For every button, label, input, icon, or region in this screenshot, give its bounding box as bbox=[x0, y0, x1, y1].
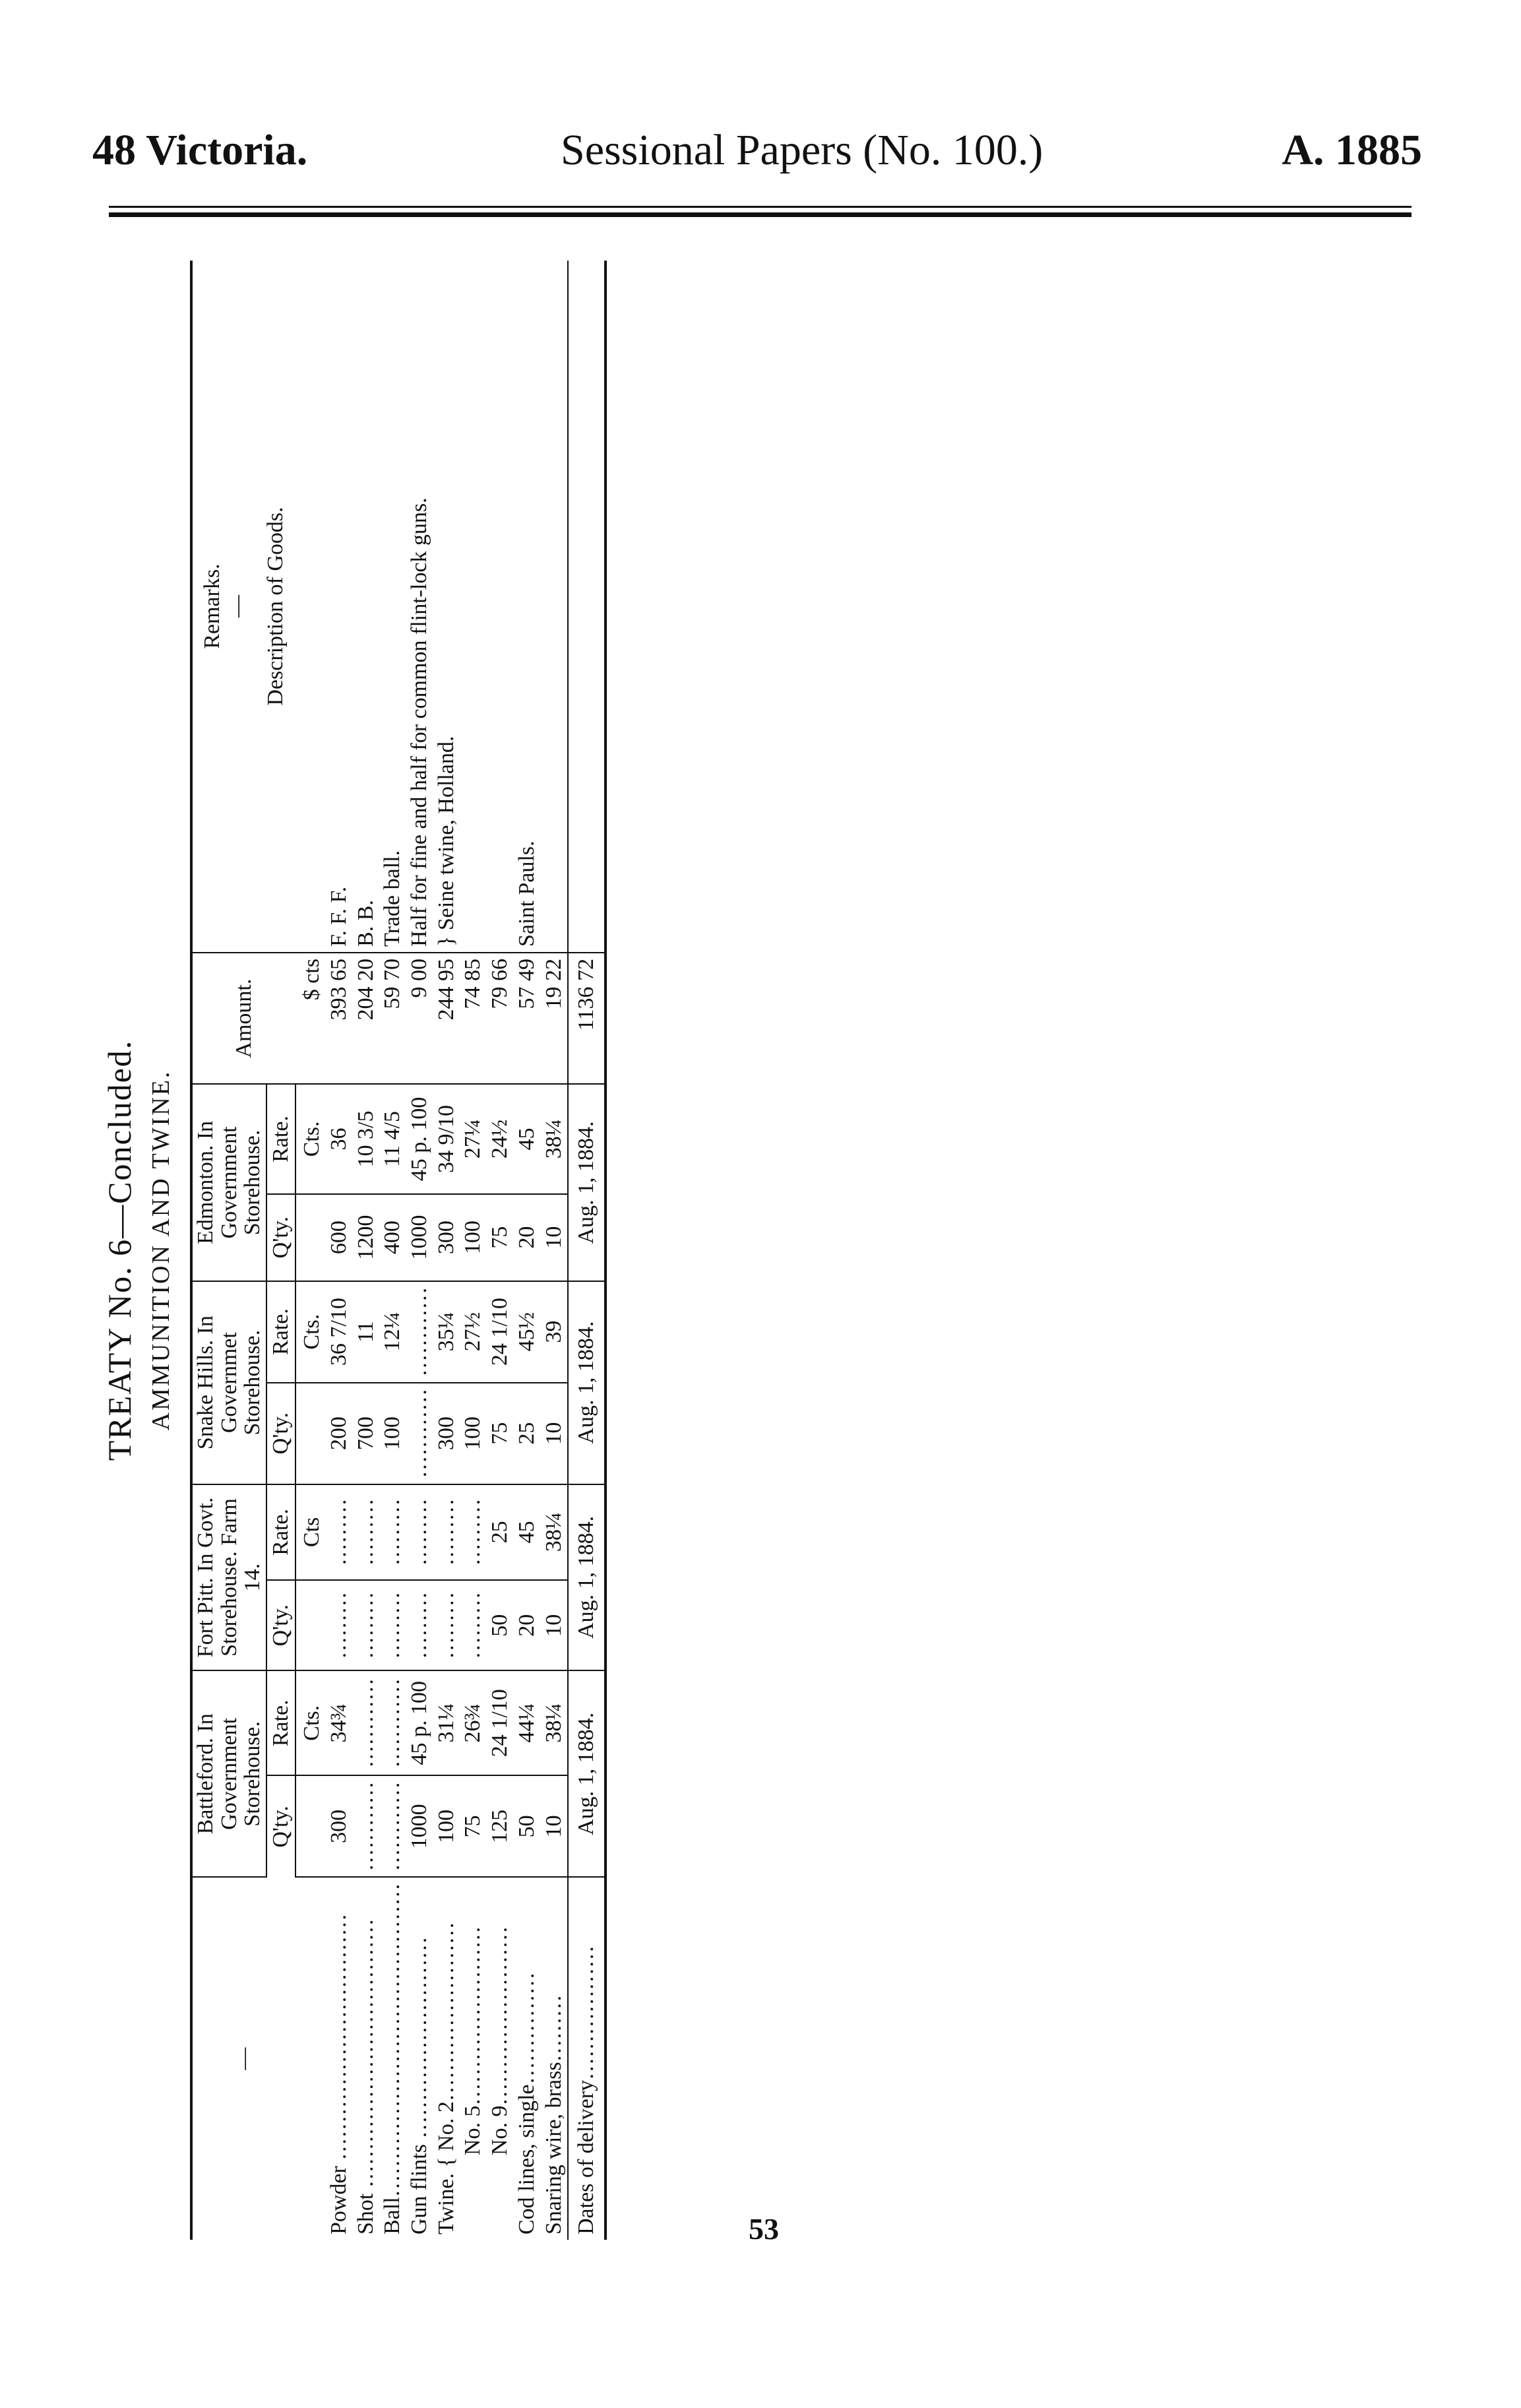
row-remark: B. B. bbox=[353, 261, 380, 953]
edmonton-rate: 45 p. 100 bbox=[406, 1084, 433, 1193]
fort-pitt-rate: 38¼ bbox=[541, 1484, 569, 1581]
snake-hills-qty: 700 bbox=[353, 1383, 380, 1484]
fort-pitt-qty: ……… bbox=[326, 1580, 353, 1670]
row-remark: } Seine twine, Holland. bbox=[433, 261, 460, 953]
edmonton-rate: 38¼ bbox=[541, 1084, 569, 1193]
battleford-qty: 75 bbox=[460, 1775, 487, 1877]
edmonton-rate: 10 3/5 bbox=[353, 1084, 380, 1193]
battleford-rate-header: Rate. bbox=[266, 1670, 295, 1775]
battleford-qty: 100 bbox=[433, 1775, 460, 1877]
fort-pitt-qty-header: Q'ty. bbox=[266, 1580, 295, 1670]
edmonton-qty: 1200 bbox=[353, 1194, 380, 1281]
snake-hills-rate: 39 bbox=[541, 1281, 569, 1383]
battleford-qty: ………… bbox=[353, 1775, 380, 1877]
fort-pitt-rate: ……… bbox=[326, 1484, 353, 1581]
snake-hills-rate-unit: Cts. bbox=[295, 1281, 326, 1383]
snake-hills-qty-header: Q'ty. bbox=[266, 1383, 295, 1484]
table-row bbox=[460, 261, 487, 2240]
twine-label: Twine. bbox=[433, 2173, 458, 2234]
table-subtitle: AMMUNITION AND TWINE. bbox=[147, 1069, 175, 1431]
battleford-header: Battleford. In Government Storehouse. bbox=[191, 1670, 266, 1877]
snake-hills-rate: ………… bbox=[406, 1281, 433, 1383]
snake-hills-rate: 27½ bbox=[460, 1281, 487, 1383]
battleford-rate: ………… bbox=[379, 1670, 406, 1775]
units-row bbox=[295, 261, 326, 2240]
fort-pitt-qty: ……… bbox=[433, 1580, 460, 1670]
table-row bbox=[514, 261, 541, 2240]
remarks-label: Remarks. bbox=[200, 563, 225, 649]
battleford-rate: 31¼ bbox=[433, 1670, 460, 1775]
header-rule-thick bbox=[109, 212, 1412, 217]
fort-pitt-qty: ……… bbox=[379, 1580, 406, 1670]
edmonton-header: Edmonton. In Government Storehouse. bbox=[191, 1084, 266, 1281]
edmonton-qty-header: Q'ty. bbox=[266, 1194, 295, 1281]
fort-pitt-rate: ……… bbox=[460, 1484, 487, 1581]
snake-hills-qty: 300 bbox=[433, 1383, 460, 1484]
battleford-rate: ………… bbox=[353, 1670, 380, 1775]
edmonton-rate: 36 bbox=[326, 1084, 353, 1193]
edmonton-rate-unit: Cts. bbox=[295, 1084, 326, 1193]
edmonton-qty: 20 bbox=[514, 1194, 541, 1281]
amount-unit: $ cts bbox=[295, 953, 326, 1084]
fort-pitt-rate-unit: Cts bbox=[295, 1484, 326, 1581]
table-row bbox=[433, 261, 460, 2240]
row-remark bbox=[460, 261, 487, 953]
fort-pitt-rate-header: Rate. bbox=[266, 1484, 295, 1581]
row-amount: 74 85 bbox=[460, 953, 487, 1084]
header-row-groups bbox=[191, 261, 266, 2240]
battleford-qty: 50 bbox=[514, 1775, 541, 1877]
fort-pitt-qty: 20 bbox=[514, 1580, 541, 1670]
row-item bbox=[460, 1877, 487, 2240]
row-remark bbox=[487, 261, 514, 953]
battleford-qty: 125 bbox=[487, 1775, 514, 1877]
row-remark-text: Seine twine, Holland. bbox=[433, 736, 458, 931]
battleford-qty: 10 bbox=[541, 1775, 569, 1877]
snake-hills-rate: 11 bbox=[353, 1281, 380, 1383]
fort-pitt-rate: ……… bbox=[353, 1484, 380, 1581]
row-amount: 79 66 bbox=[487, 953, 514, 1084]
row-item: Twine. { No. 2…………………… bbox=[433, 1922, 458, 2234]
battleford-rate: 24 1/10 bbox=[487, 1670, 514, 1775]
edmonton-qty: 400 bbox=[379, 1194, 406, 1281]
row-amount: 9 00 bbox=[406, 953, 433, 1084]
rotated-table-block bbox=[98, 261, 757, 2240]
dates-row bbox=[568, 261, 605, 2240]
row-item: Ball…………………………………… bbox=[380, 1883, 405, 2234]
edmonton-rate-header: Rate. bbox=[266, 1084, 295, 1193]
battleford-qty: 300 bbox=[326, 1775, 353, 1877]
battleford-qty: 1000 bbox=[406, 1775, 433, 1877]
battleford-rate: 38¼ bbox=[541, 1670, 569, 1775]
fort-pitt-qty: ……… bbox=[406, 1580, 433, 1670]
table-row bbox=[353, 261, 380, 2240]
snake-hills-rate: 45½ bbox=[514, 1281, 541, 1383]
row-item: Powder …………………………… bbox=[326, 1913, 351, 2234]
snake-hills-rate: 12¼ bbox=[379, 1281, 406, 1383]
row-item bbox=[487, 1877, 514, 2240]
row-amount: 393 65 bbox=[326, 953, 353, 1084]
snake-hills-rate: 24 1/10 bbox=[487, 1281, 514, 1383]
row-amount: 59 70 bbox=[379, 953, 406, 1084]
edmonton-qty: 600 bbox=[326, 1194, 353, 1281]
fort-pitt-qty: ……… bbox=[353, 1580, 380, 1670]
fort-pitt-qty: 10 bbox=[541, 1580, 569, 1670]
running-header-center: Sessional Papers (No. 100.) bbox=[561, 126, 1043, 174]
remarks-subheading: Description of Goods. bbox=[263, 507, 288, 706]
battleford-rate: 26¾ bbox=[460, 1670, 487, 1775]
item-header: — bbox=[232, 2047, 257, 2070]
snake-hills-rate: 35¼ bbox=[433, 1281, 460, 1383]
snake-hills-qty: ………… bbox=[406, 1383, 433, 1484]
battleford-rate: 44¼ bbox=[514, 1670, 541, 1775]
edmonton-qty: 100 bbox=[460, 1194, 487, 1281]
row-item: Cod lines, single…………… bbox=[514, 1972, 539, 2234]
row-remark: Saint Pauls. bbox=[514, 261, 541, 953]
row-remark: F. F. F. bbox=[326, 261, 353, 953]
remarks-dash: — bbox=[225, 594, 250, 618]
table-row bbox=[326, 261, 353, 2240]
fort-pitt-rate: ……… bbox=[379, 1484, 406, 1581]
edmonton-qty: 1000 bbox=[406, 1194, 433, 1281]
running-header-right: A. 1885 bbox=[1282, 126, 1422, 174]
edmonton-rate: 24½ bbox=[487, 1084, 514, 1193]
table-row bbox=[541, 261, 569, 2240]
row-amount: 19 22 bbox=[541, 953, 569, 1084]
remarks-header bbox=[191, 261, 295, 953]
snake-hills-qty: 100 bbox=[379, 1383, 406, 1484]
battleford-rate: 34¾ bbox=[326, 1670, 353, 1775]
header-rule-thin bbox=[109, 206, 1412, 208]
fort-pitt-rate: ……… bbox=[433, 1484, 460, 1581]
battleford-rate: 45 p. 100 bbox=[406, 1670, 433, 1775]
total-amount: 1136 72 bbox=[568, 953, 605, 1084]
edmonton-qty: 300 bbox=[433, 1194, 460, 1281]
row-item: Snaring wire, brass……… bbox=[541, 1994, 566, 2234]
snake-hills-date: Aug. 1, 1884. bbox=[568, 1281, 605, 1484]
edmonton-qty: 10 bbox=[541, 1194, 569, 1281]
snake-hills-qty: 200 bbox=[326, 1383, 353, 1484]
battleford-rate-unit: Cts. bbox=[295, 1670, 326, 1775]
snake-hills-rate-header: Rate. bbox=[266, 1281, 295, 1383]
battleford-qty-header: Q'ty. bbox=[266, 1775, 295, 1877]
twine-size: No. 2…………………… bbox=[433, 1922, 458, 2151]
treaty-title: TREATY No. 6—Concluded. bbox=[101, 1039, 138, 1461]
edmonton-rate: 11 4/5 bbox=[379, 1084, 406, 1193]
row-remark: Trade ball. bbox=[379, 261, 406, 953]
row-amount: 57 49 bbox=[514, 953, 541, 1084]
row-amount: 244 95 bbox=[433, 953, 460, 1084]
battleford-date: Aug. 1, 1884. bbox=[568, 1670, 605, 1877]
twine-size: No. 5…………………… bbox=[460, 1926, 485, 2155]
fort-pitt-rate: ……… bbox=[406, 1484, 433, 1581]
amount-header: Amount. bbox=[191, 953, 295, 1084]
running-header-left: 48 Victoria. bbox=[92, 126, 308, 174]
snake-hills-header: Snake Hills. In Governmet Storehouse. bbox=[191, 1281, 266, 1484]
fort-pitt-rate: 45 bbox=[514, 1484, 541, 1581]
table-row bbox=[487, 261, 514, 2240]
edmonton-qty: 75 bbox=[487, 1194, 514, 1281]
fort-pitt-rate: 25 bbox=[487, 1484, 514, 1581]
fort-pitt-qty: ……… bbox=[460, 1580, 487, 1670]
edmonton-rate: 34 9/10 bbox=[433, 1084, 460, 1193]
edmonton-date: Aug. 1, 1884. bbox=[568, 1084, 605, 1281]
battleford-qty: ………… bbox=[379, 1775, 406, 1877]
twine-size: No. 9…………………… bbox=[487, 1926, 512, 2155]
snake-hills-qty: 75 bbox=[487, 1383, 514, 1484]
snake-hills-qty: 100 bbox=[460, 1383, 487, 1484]
fort-pitt-qty: 50 bbox=[487, 1580, 514, 1670]
fort-pitt-date: Aug. 1, 1884. bbox=[568, 1484, 605, 1671]
table-row bbox=[406, 261, 433, 2240]
dates-label: Dates of delivery……………… bbox=[568, 1877, 605, 2240]
snake-hills-rate: 36 7/10 bbox=[326, 1281, 353, 1383]
ammunition-twine-table bbox=[190, 261, 607, 2240]
edmonton-rate: 27¼ bbox=[460, 1084, 487, 1193]
page-number: 53 bbox=[749, 2212, 779, 2246]
row-remark: Half for fine and half for common flint-lock guns. bbox=[406, 261, 433, 953]
snake-hills-qty: 10 bbox=[541, 1383, 569, 1484]
row-item: Gun flints ……………………… bbox=[406, 1936, 431, 2234]
edmonton-rate: 45 bbox=[514, 1084, 541, 1193]
row-item: Shot ……………………………… bbox=[353, 1918, 378, 2234]
snake-hills-qty: 25 bbox=[514, 1383, 541, 1484]
row-amount: 204 20 bbox=[353, 953, 380, 1084]
table-row bbox=[379, 261, 406, 2240]
fort-pitt-header: Fort Pitt. In Govt. Storehouse. Farm 14. bbox=[191, 1484, 266, 1671]
row-remark bbox=[541, 261, 569, 953]
